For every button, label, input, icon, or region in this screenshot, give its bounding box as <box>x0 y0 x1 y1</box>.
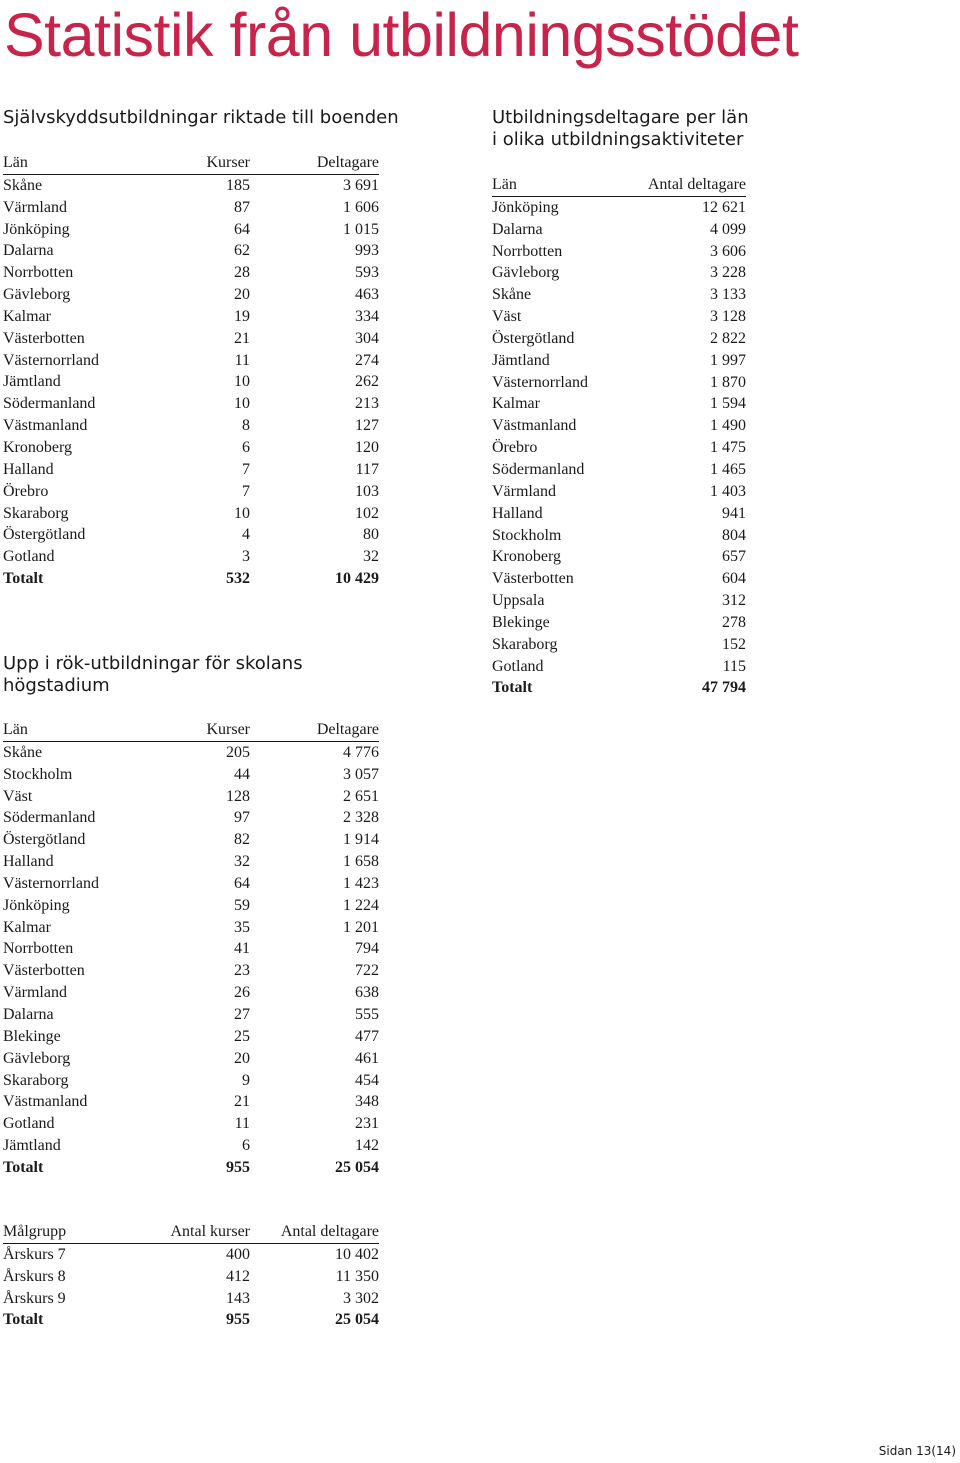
table-row <box>3 764 379 786</box>
table-participants-per-county <box>492 174 746 699</box>
table-row <box>3 219 379 241</box>
table-row <box>3 1243 379 1265</box>
cell-value: 103 <box>355 482 379 500</box>
column-header: Målgrupp <box>3 1223 67 1240</box>
cell-value: 115 <box>722 657 746 675</box>
cell-value: 102 <box>355 504 379 522</box>
row-label: Årskurs 8 <box>3 1267 66 1285</box>
table-row <box>492 481 746 503</box>
cell-value: 461 <box>355 1049 379 1067</box>
cell-value: 1 465 <box>710 460 746 478</box>
cell-value: 348 <box>355 1093 379 1111</box>
cell-value: 722 <box>355 962 379 980</box>
table-row <box>3 197 379 219</box>
cell-value: 1 594 <box>710 395 746 413</box>
row-label: Gävleborg <box>492 264 560 282</box>
table-row <box>3 240 379 262</box>
column-header: Deltagare <box>316 154 379 171</box>
row-label: Jämtland <box>492 351 550 369</box>
cell-value: 11 350 <box>335 1267 379 1285</box>
row-label: Skåne <box>3 176 43 194</box>
table-row <box>3 503 379 525</box>
row-label: Gotland <box>492 657 544 675</box>
cell-value: 9 <box>242 1071 250 1089</box>
cell-value: 25 054 <box>335 1158 379 1176</box>
column-header: Kurser <box>206 154 250 171</box>
table-row <box>492 306 746 328</box>
table-row <box>492 196 746 218</box>
cell-value: 463 <box>355 286 379 304</box>
table-row <box>3 873 379 895</box>
heading-line-1: Upp i rök-utbildningar för skolans <box>3 653 303 674</box>
row-label: Södermanland <box>492 460 585 478</box>
table-header-row <box>3 1221 379 1243</box>
row-label: Västernorrland <box>3 874 99 892</box>
page-title: Statistik från utbildningsstödet <box>4 1 799 69</box>
cell-value: 1 201 <box>343 918 379 936</box>
cell-value: 4 099 <box>710 220 746 238</box>
cell-value: 11 <box>234 351 250 369</box>
cell-value: 213 <box>355 395 379 413</box>
row-label: Västmanland <box>3 417 88 435</box>
table-row <box>3 459 379 481</box>
row-label: Skåne <box>492 286 532 304</box>
table-row <box>492 328 746 350</box>
table-row <box>492 503 746 525</box>
row-label: Skaraborg <box>492 635 558 653</box>
cell-value: 44 <box>234 765 250 783</box>
cell-value: 454 <box>355 1071 379 1089</box>
table-row <box>492 350 746 372</box>
table-row <box>492 656 746 678</box>
row-label: Dalarna <box>3 242 54 260</box>
cell-value: 532 <box>226 570 250 588</box>
cell-value: 143 <box>226 1289 250 1307</box>
table-row <box>3 982 379 1004</box>
cell-value: 35 <box>234 918 250 936</box>
cell-value: 205 <box>226 743 250 761</box>
row-label: Jönköping <box>3 220 70 238</box>
cell-value: 3 606 <box>710 242 746 260</box>
row-label: Kalmar <box>3 307 51 325</box>
section-heading-upp-i-rok <box>3 653 303 697</box>
row-label: Skaraborg <box>3 504 69 522</box>
row-label: Halland <box>3 460 54 478</box>
row-label: Örebro <box>3 482 49 500</box>
cell-value: 955 <box>226 1158 250 1176</box>
cell-value: 555 <box>355 1005 379 1023</box>
table-row <box>3 1004 379 1026</box>
cell-value: 80 <box>363 526 379 544</box>
cell-value: 185 <box>226 176 250 194</box>
row-label: Örebro <box>492 439 538 457</box>
column-header: Län <box>492 176 517 193</box>
row-label: Västmanland <box>492 417 577 435</box>
table-row <box>3 829 379 851</box>
column-header: Antal deltagare <box>280 1223 379 1240</box>
row-label: Blekinge <box>492 613 550 631</box>
row-label: Västernorrland <box>492 373 588 391</box>
cell-value: 25 054 <box>335 1311 379 1329</box>
cell-value: 2 651 <box>343 787 379 805</box>
cell-value: 1 914 <box>343 831 379 849</box>
table-row <box>3 851 379 873</box>
cell-value: 127 <box>355 417 379 435</box>
cell-value: 3 128 <box>710 308 746 326</box>
row-label: Värmland <box>3 984 67 1002</box>
cell-value: 27 <box>234 1005 250 1023</box>
row-label: Väst <box>3 787 33 805</box>
column-header: Deltagare <box>316 721 379 738</box>
cell-value: 7 <box>242 460 250 478</box>
cell-value: 19 <box>234 307 250 325</box>
row-label: Västerbotten <box>3 962 85 980</box>
row-label: Gotland <box>3 548 55 566</box>
table-row <box>3 328 379 350</box>
cell-value: 7 <box>242 482 250 500</box>
row-label: Östergötland <box>492 329 575 347</box>
cell-value: 2 822 <box>710 329 746 347</box>
row-label: Blekinge <box>3 1027 61 1045</box>
row-label: Norrbotten <box>3 264 74 282</box>
cell-value: 1 997 <box>710 351 746 369</box>
cell-value: 6 <box>242 1137 250 1155</box>
cell-value: 64 <box>234 874 250 892</box>
row-label: Halland <box>3 853 54 871</box>
cell-value: 10 <box>234 373 250 391</box>
row-label: Stockholm <box>492 526 562 544</box>
cell-value: 12 621 <box>702 198 746 216</box>
cell-value: 152 <box>722 635 746 653</box>
cell-value: 231 <box>355 1115 379 1133</box>
table-row <box>3 741 379 763</box>
table-row <box>3 546 379 568</box>
cell-value: 32 <box>234 853 250 871</box>
table-row <box>492 437 746 459</box>
row-label: Jämtland <box>3 373 61 391</box>
table-row <box>492 568 746 590</box>
table-row <box>3 786 379 808</box>
table-row <box>3 1048 379 1070</box>
row-label: Värmland <box>3 198 67 216</box>
column-header: Län <box>3 721 28 738</box>
cell-value: 32 <box>363 548 379 566</box>
total-row <box>3 1157 379 1179</box>
row-label: Jönköping <box>3 896 70 914</box>
cell-value: 955 <box>226 1311 250 1329</box>
section-heading-participants-per-county <box>492 107 749 151</box>
table-row <box>3 437 379 459</box>
cell-value: 10 <box>234 395 250 413</box>
cell-value: 41 <box>234 940 250 958</box>
row-label: Västerbotten <box>492 570 574 588</box>
table-row <box>3 807 379 829</box>
cell-value: 638 <box>355 984 379 1002</box>
cell-value: 312 <box>722 592 746 610</box>
cell-value: 2 328 <box>343 809 379 827</box>
total-row <box>492 677 746 699</box>
cell-value: 1 658 <box>343 853 379 871</box>
cell-value: 3 133 <box>710 286 746 304</box>
heading-line-2: högstadium <box>3 675 110 696</box>
cell-value: 10 402 <box>335 1245 379 1263</box>
table-row <box>3 262 379 284</box>
table-target-group <box>3 1221 379 1331</box>
table-row <box>3 481 379 503</box>
cell-value: 4 776 <box>343 743 379 761</box>
table-row <box>3 1266 379 1288</box>
row-label: Kalmar <box>492 395 540 413</box>
cell-value: 604 <box>722 570 746 588</box>
table-row <box>3 1135 379 1157</box>
cell-value: 593 <box>355 264 379 282</box>
row-label: Östergötland <box>3 831 86 849</box>
cell-value: 1 224 <box>343 896 379 914</box>
row-label: Totalt <box>3 1158 44 1176</box>
column-header: Antal deltagare <box>647 176 746 193</box>
cell-value: 10 <box>234 504 250 522</box>
table-row <box>3 306 379 328</box>
cell-value: 23 <box>234 962 250 980</box>
table-row <box>3 393 379 415</box>
cell-value: 120 <box>355 438 379 456</box>
row-label: Södermanland <box>3 809 96 827</box>
row-label: Gotland <box>3 1115 55 1133</box>
row-label: Gävleborg <box>3 286 71 304</box>
cell-value: 1 403 <box>710 482 746 500</box>
row-label: Jämtland <box>3 1137 61 1155</box>
cell-value: 794 <box>355 940 379 958</box>
cell-value: 21 <box>234 329 250 347</box>
row-label: Årskurs 7 <box>3 1245 66 1263</box>
table-row <box>3 174 379 196</box>
cell-value: 400 <box>226 1245 250 1263</box>
cell-value: 21 <box>234 1093 250 1111</box>
cell-value: 1 870 <box>710 373 746 391</box>
table-row <box>492 459 746 481</box>
cell-value: 25 <box>234 1027 250 1045</box>
table-row <box>492 415 746 437</box>
row-label: Östergötland <box>3 526 86 544</box>
table-row <box>492 525 746 547</box>
table-row <box>3 1070 379 1092</box>
table-row <box>492 590 746 612</box>
row-label: Totalt <box>492 679 533 697</box>
row-label: Kronoberg <box>3 438 73 456</box>
row-label: Norrbotten <box>3 940 74 958</box>
heading-line-1: Utbildningsdeltagare per län <box>492 107 749 128</box>
section-heading-self-protection: Självskyddsutbildningar riktade till boenden <box>3 107 399 128</box>
row-label: Värmland <box>492 482 556 500</box>
table-row <box>3 1113 379 1135</box>
cell-value: 477 <box>355 1027 379 1045</box>
row-label: Väst <box>492 308 522 326</box>
cell-value: 117 <box>355 460 379 478</box>
row-label: Västernorrland <box>3 351 99 369</box>
column-header: Antal kurser <box>170 1223 250 1240</box>
cell-value: 993 <box>355 242 379 260</box>
cell-value: 1 475 <box>710 439 746 457</box>
heading-line-2: i olika utbildningsaktiviteter <box>492 129 744 150</box>
cell-value: 8 <box>242 417 250 435</box>
cell-value: 47 794 <box>702 679 746 697</box>
table-row <box>492 393 746 415</box>
cell-value: 941 <box>722 504 746 522</box>
table-row <box>3 524 379 546</box>
row-label: Skåne <box>3 743 43 761</box>
table-row <box>3 1091 379 1113</box>
cell-value: 1 490 <box>710 417 746 435</box>
table-row <box>3 1288 379 1310</box>
table-row <box>492 634 746 656</box>
cell-value: 26 <box>234 984 250 1002</box>
table-header-row <box>492 174 746 196</box>
cell-value: 334 <box>355 307 379 325</box>
cell-value: 28 <box>234 264 250 282</box>
cell-value: 304 <box>355 329 379 347</box>
cell-value: 278 <box>722 613 746 631</box>
cell-value: 87 <box>234 198 250 216</box>
cell-value: 1 423 <box>343 874 379 892</box>
cell-value: 1 015 <box>343 220 379 238</box>
row-label: Jönköping <box>492 198 559 216</box>
row-label: Gävleborg <box>3 1049 71 1067</box>
cell-value: 10 429 <box>335 570 379 588</box>
cell-value: 142 <box>355 1137 379 1155</box>
row-label: Södermanland <box>3 395 96 413</box>
row-label: Stockholm <box>3 765 73 783</box>
cell-value: 3 302 <box>343 1289 379 1307</box>
row-label: Halland <box>492 504 543 522</box>
table-row <box>3 1026 379 1048</box>
table-row <box>3 895 379 917</box>
table-row <box>492 284 746 306</box>
row-label: Dalarna <box>492 220 543 238</box>
cell-value: 4 <box>242 526 250 544</box>
table-upp-i-rok <box>3 719 379 1179</box>
row-label: Västmanland <box>3 1093 88 1111</box>
row-label: Skaraborg <box>3 1071 69 1089</box>
cell-value: 20 <box>234 286 250 304</box>
cell-value: 64 <box>234 220 250 238</box>
column-header: Kurser <box>206 721 250 738</box>
cell-value: 97 <box>234 809 250 827</box>
row-label: Årskurs 9 <box>3 1289 66 1307</box>
cell-value: 262 <box>355 373 379 391</box>
page-number: Sidan 13(14) <box>878 1444 956 1458</box>
column-header: Län <box>3 154 28 171</box>
cell-value: 20 <box>234 1049 250 1067</box>
table-row <box>3 350 379 372</box>
cell-value: 11 <box>234 1115 250 1133</box>
table-row <box>3 415 379 437</box>
table-header-row <box>3 152 379 174</box>
cell-value: 59 <box>234 896 250 914</box>
cell-value: 1 606 <box>343 198 379 216</box>
cell-value: 412 <box>226 1267 250 1285</box>
table-row <box>3 371 379 393</box>
total-row <box>3 1309 379 1331</box>
table-row <box>492 612 746 634</box>
table-row <box>3 284 379 306</box>
table-self-protection <box>3 152 379 590</box>
table-row <box>3 938 379 960</box>
row-label: Dalarna <box>3 1005 54 1023</box>
table-row <box>492 546 746 568</box>
table-row <box>492 372 746 394</box>
cell-value: 3 228 <box>710 264 746 282</box>
table-row <box>492 262 746 284</box>
row-label: Totalt <box>3 1311 44 1329</box>
cell-value: 3 691 <box>343 176 379 194</box>
table-row <box>3 960 379 982</box>
row-label: Totalt <box>3 570 44 588</box>
table-header-row <box>3 719 379 741</box>
cell-value: 128 <box>226 787 250 805</box>
cell-value: 3 <box>242 548 250 566</box>
cell-value: 82 <box>234 831 250 849</box>
row-label: Västerbotten <box>3 329 85 347</box>
total-row <box>3 568 379 590</box>
table-row <box>3 917 379 939</box>
row-label: Kalmar <box>3 918 51 936</box>
cell-value: 274 <box>355 351 379 369</box>
cell-value: 6 <box>242 438 250 456</box>
row-label: Uppsala <box>492 592 545 610</box>
cell-value: 657 <box>722 548 746 566</box>
row-label: Norrbotten <box>492 242 563 260</box>
cell-value: 62 <box>234 242 250 260</box>
table-row <box>492 219 746 241</box>
cell-value: 3 057 <box>343 765 379 783</box>
table-row <box>492 241 746 263</box>
cell-value: 804 <box>722 526 746 544</box>
row-label: Kronoberg <box>492 548 562 566</box>
